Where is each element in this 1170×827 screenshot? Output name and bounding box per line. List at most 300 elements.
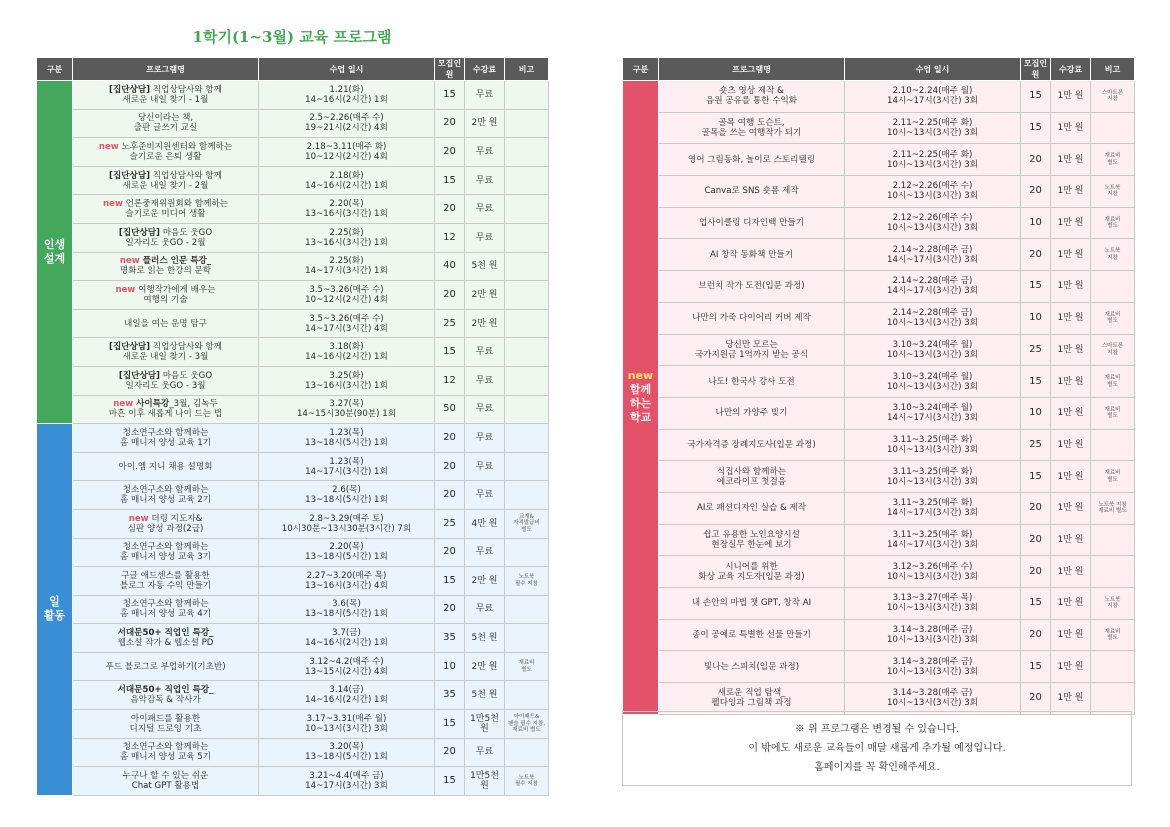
fee-text: 무료 bbox=[475, 404, 494, 415]
capacity-cell: 15 bbox=[435, 710, 465, 739]
fee-cell bbox=[1051, 651, 1091, 683]
capacity-cell: 20 bbox=[435, 281, 465, 310]
schedule-cell bbox=[259, 624, 435, 653]
table-row bbox=[37, 138, 549, 167]
note-cell bbox=[1091, 556, 1135, 588]
note-cell bbox=[1091, 334, 1135, 366]
schedule-text: 3.14(금) 14~16시(2시간) 1회 bbox=[305, 685, 388, 706]
program-name-cell bbox=[659, 176, 845, 208]
note-cell bbox=[1091, 302, 1135, 334]
note-cell bbox=[1091, 239, 1135, 271]
capacity-cell: 20 bbox=[1021, 556, 1051, 588]
capacity-cell: 40 bbox=[435, 252, 465, 281]
program-name: 업사이클링 디자인백 만들기 bbox=[698, 218, 805, 229]
fee-cell bbox=[1051, 588, 1091, 620]
note-cell bbox=[1091, 176, 1135, 208]
program-name: 언론중재위원회와 함께하는 슬기로운 미디어 생활 bbox=[122, 199, 228, 220]
fee-cell bbox=[1051, 271, 1091, 303]
note-text: 스마트폰 지참 bbox=[1101, 89, 1124, 103]
note-cell bbox=[1091, 397, 1135, 429]
program-name: 청소연구소와 함께하는 홈 매니저 양성 교육 2기 bbox=[119, 485, 212, 506]
fee-text: 2만 원 bbox=[471, 575, 498, 586]
fee-text: 1만 원 bbox=[1057, 154, 1084, 165]
note-text: 교재& 자격발급비 별도 bbox=[513, 513, 540, 533]
program-name-cell bbox=[73, 481, 259, 510]
program-name-cell bbox=[659, 429, 845, 461]
program-name-cell bbox=[659, 397, 845, 429]
note-text: 노트북 필수 지참 bbox=[514, 774, 538, 788]
capacity-cell: 15 bbox=[435, 567, 465, 596]
program-prefix: 사이특강 bbox=[133, 399, 170, 410]
table-row bbox=[37, 452, 549, 481]
schedule-text: 3.11~3.25(매주 화) 10시~13시(3시간) 3회 bbox=[887, 466, 978, 487]
schedule-cell bbox=[259, 452, 435, 481]
capacity-cell: 20 bbox=[1021, 683, 1051, 715]
capacity-cell: 12 bbox=[435, 366, 465, 395]
table-row bbox=[623, 239, 1135, 271]
category-label: 함께 하는 학교 bbox=[629, 383, 652, 425]
notice-line: 이 밖에도 새로운 교육들이 매달 새롭게 추가될 예정입니다. bbox=[748, 743, 1006, 754]
program-name: 청소연구소와 함께하는 홈 매니저 양성 교육 3기 bbox=[119, 542, 212, 563]
fee-text: 1만5천 원 bbox=[470, 771, 499, 792]
note-cell bbox=[505, 509, 549, 538]
note-cell bbox=[1091, 366, 1135, 398]
fee-cell bbox=[1051, 524, 1091, 556]
schedule-text: 3.14~3.28(매주 금) 10시~13시(3시간) 3회 bbox=[887, 688, 978, 709]
header-note: 비고 bbox=[1091, 58, 1135, 81]
new-badge: new bbox=[627, 369, 654, 383]
schedule-cell bbox=[259, 767, 435, 796]
schedule-cell bbox=[259, 338, 435, 367]
note-cell bbox=[1091, 461, 1135, 493]
table-row bbox=[623, 176, 1135, 208]
schedule-cell bbox=[845, 366, 1021, 398]
capacity-cell: 10 bbox=[435, 652, 465, 681]
schedule-cell bbox=[845, 207, 1021, 239]
program-name: 푸드 블로그로 부업하기(기초반) bbox=[105, 661, 226, 672]
schedule-text: 3.7(금) 14~16시(2시간) 1회 bbox=[305, 628, 388, 649]
schedule-cell bbox=[259, 681, 435, 710]
program-name: 국가자격증 장례지도사(입문 과정) bbox=[687, 439, 816, 450]
header-fee: 수강료 bbox=[465, 58, 505, 81]
table-row bbox=[623, 81, 1135, 113]
fee-text: 1만 원 bbox=[1057, 661, 1084, 672]
schedule-cell bbox=[259, 366, 435, 395]
fee-text: 2만 원 bbox=[471, 661, 498, 672]
table-row bbox=[37, 109, 549, 138]
note-cell bbox=[505, 338, 549, 367]
header-fee: 수강료 bbox=[1051, 58, 1091, 81]
schedule-text: 2.25(화) 14~17시(3시간) 1회 bbox=[305, 256, 388, 277]
program-name-cell bbox=[659, 207, 845, 239]
table-row bbox=[37, 395, 549, 424]
note-text: 재료비 별도 bbox=[1104, 628, 1121, 642]
note-text: 노트북 지참 bbox=[1104, 184, 1121, 198]
category-cell bbox=[37, 424, 73, 796]
category-label: 인생 설계 bbox=[43, 238, 66, 266]
header-category: 구분 bbox=[623, 58, 659, 81]
table-row bbox=[37, 424, 549, 453]
schedule-cell bbox=[845, 588, 1021, 620]
header-capacity: 모집인원 bbox=[435, 58, 465, 81]
note-cell bbox=[1091, 619, 1135, 651]
schedule-cell bbox=[845, 556, 1021, 588]
program-name: 청소연구소와 함께하는 홈 매니저 양성 교육 4기 bbox=[119, 599, 212, 620]
fee-cell bbox=[465, 395, 505, 424]
capacity-cell: 20 bbox=[1021, 524, 1051, 556]
program-name-cell bbox=[73, 509, 259, 538]
fee-cell bbox=[1051, 239, 1091, 271]
capacity-cell: 20 bbox=[1021, 144, 1051, 176]
schedule-cell bbox=[259, 481, 435, 510]
category-label: 일 활동 bbox=[43, 595, 66, 623]
program-name: 직업상담사와 함께 새로운 내일 찾기 - 3월 bbox=[122, 342, 222, 363]
note-text: 재료비 별도 bbox=[1104, 470, 1121, 483]
program-name: 당신만 모르는 국가지원금 1억까지 받는 공식 bbox=[694, 339, 809, 360]
schedule-text: 3.5~3.26(매주 수) 10~12시(2시간) 4회 bbox=[305, 284, 388, 305]
program-name: 음악감독 & 작사가 bbox=[130, 695, 201, 706]
fee-text: 1만5천 원 bbox=[470, 713, 499, 734]
program-name-cell bbox=[659, 302, 845, 334]
table-row bbox=[623, 429, 1135, 461]
program-name: 직업상담사와 함께 새로운 내일 찾기 - 2월 bbox=[122, 170, 222, 191]
fee-cell bbox=[1051, 683, 1091, 715]
program-name: 웹소설 작가 & 웹소설 PD bbox=[117, 638, 214, 649]
fee-text: 무료 bbox=[475, 604, 494, 615]
fee-text: 1만 원 bbox=[1057, 534, 1084, 545]
note-text: 노트북 필수 지참 bbox=[514, 574, 538, 587]
program-name: 누구나 할 수 있는 쉬운 Chat GPT 활용법 bbox=[122, 771, 209, 792]
schedule-cell bbox=[845, 176, 1021, 208]
header-capacity: 모집인원 bbox=[1021, 58, 1051, 81]
capacity-cell: 15 bbox=[435, 81, 465, 110]
table-row bbox=[623, 556, 1135, 588]
fee-cell bbox=[465, 509, 505, 538]
capacity-cell: 50 bbox=[435, 395, 465, 424]
program-name: 나도! 한국사 강사 도전 bbox=[708, 376, 795, 387]
table-row bbox=[37, 681, 549, 710]
schedule-text: 3.14~3.28(매주 금) 10시~13시(3시간) 3회 bbox=[887, 656, 978, 677]
fee-text: 1만 원 bbox=[1057, 566, 1084, 577]
table-row bbox=[623, 588, 1135, 620]
new-badge: new bbox=[103, 199, 123, 210]
program-name-cell bbox=[73, 652, 259, 681]
schedule-text: 3.17~3.31(매주 월) 10~13시(3시간) 3회 bbox=[305, 713, 388, 734]
fee-text: 무료 bbox=[475, 232, 494, 243]
table-row bbox=[623, 366, 1135, 398]
schedule-cell bbox=[259, 252, 435, 281]
capacity-cell: 20 bbox=[1021, 176, 1051, 208]
program-name: 청소연구소와 함께하는 홈 매니저 양성 교육 1기 bbox=[119, 427, 212, 448]
schedule-text: 2.6(목) 13~18시(5시간) 1회 bbox=[305, 485, 388, 506]
program-name-cell bbox=[659, 556, 845, 588]
fee-cell bbox=[465, 138, 505, 167]
fee-text: 1만 원 bbox=[1057, 408, 1084, 419]
fee-text: 무료 bbox=[475, 461, 494, 472]
program-name-cell bbox=[73, 538, 259, 567]
capacity-cell: 20 bbox=[1021, 619, 1051, 651]
schedule-text: 2.18(화) 14~16시(2시간) 1회 bbox=[305, 170, 388, 191]
schedule-text: 2.10~2.24(매주 월) 14시~17시(3시간) 3회 bbox=[887, 86, 978, 107]
program-name-cell bbox=[659, 239, 845, 271]
fee-text: 2만 원 bbox=[471, 118, 498, 129]
table-row bbox=[623, 334, 1135, 366]
program-name: 아이.엠 지니 채용 설명회 bbox=[118, 461, 213, 472]
note-cell bbox=[505, 252, 549, 281]
table-row bbox=[623, 619, 1135, 651]
fee-text: 1만 원 bbox=[1057, 313, 1084, 324]
note-cell bbox=[505, 424, 549, 453]
capacity-cell: 20 bbox=[1021, 239, 1051, 271]
table-row bbox=[37, 567, 549, 596]
program-name: 직업상담사와 함께 새로운 내일 찾기 - 1월 bbox=[122, 84, 222, 105]
note-text: 노트북 지참 bbox=[1104, 248, 1121, 261]
schedule-text: 1.23(목) 14~17시(3시간) 1회 bbox=[305, 456, 388, 477]
capacity-cell: 15 bbox=[435, 338, 465, 367]
note-cell bbox=[505, 281, 549, 310]
new-badge: new bbox=[115, 284, 136, 295]
schedule-text: 1.23(목) 13~18시(5시간) 1회 bbox=[305, 427, 388, 448]
fee-text: 2만 원 bbox=[471, 289, 498, 300]
capacity-cell: 20 bbox=[1021, 492, 1051, 524]
note-cell bbox=[505, 366, 549, 395]
capacity-cell: 20 bbox=[435, 424, 465, 453]
notice-box bbox=[622, 711, 1132, 786]
fee-cell bbox=[465, 624, 505, 653]
fee-cell bbox=[465, 652, 505, 681]
schedule-text: 3.12~4.2(매주 수) 13~15시(2시간) 4회 bbox=[305, 656, 388, 677]
schedule-cell bbox=[259, 138, 435, 167]
program-name-cell bbox=[659, 651, 845, 683]
program-name: 골목 여행 도슨트, 골목을 쓰는 여행작가 되기 bbox=[701, 118, 802, 139]
note-text: 재료비 별도 bbox=[1104, 216, 1121, 230]
table-row bbox=[37, 481, 549, 510]
fee-text: 1만 원 bbox=[1057, 598, 1084, 609]
schedule-text: 2.8~3.29(매주 토) 10시30분~13시30분(3시간) 7회 bbox=[281, 513, 412, 534]
table-header-row bbox=[37, 58, 549, 81]
new-badge: new bbox=[113, 399, 134, 410]
table-row bbox=[37, 767, 549, 796]
schedule-cell bbox=[845, 271, 1021, 303]
schedule-text: 3.11~3.25(매주 화) 10시~13시(3시간) 3회 bbox=[887, 434, 978, 455]
note-cell bbox=[505, 710, 549, 739]
schedule-text: 2.18~3.11(매주 화) 10~12시(2시간) 4회 bbox=[305, 141, 388, 162]
capacity-cell: 20 bbox=[435, 452, 465, 481]
program-prefix: 서대문50+ 직업인 특강_ bbox=[117, 685, 214, 696]
capacity-cell: 10 bbox=[1021, 207, 1051, 239]
header-schedule: 수업 일시 bbox=[845, 58, 1021, 81]
fee-cell bbox=[465, 481, 505, 510]
program-name-cell bbox=[73, 252, 259, 281]
schedule-text: 2.5~2.26(매주 수) 19~21시(2시간) 4회 bbox=[305, 113, 388, 134]
header-program: 프로그램명 bbox=[659, 58, 845, 81]
fee-text: 5천 원 bbox=[471, 690, 498, 701]
schedule-text: 3.18(화) 14~16시(2시간) 1회 bbox=[305, 342, 388, 363]
schedule-text: 2.20(목) 13~18시(5시간) 1회 bbox=[305, 542, 388, 563]
capacity-cell: 35 bbox=[435, 624, 465, 653]
fee-cell bbox=[1051, 429, 1091, 461]
schedule-cell bbox=[845, 81, 1021, 113]
schedule-text: 2.14~2.28(매주 금) 14시~17시(3시간) 3회 bbox=[887, 276, 978, 297]
note-text: 아이패드& 펜슬 필수 지참, 재료비 별도 bbox=[507, 714, 546, 734]
program-prefix: 플러스 인문 특강_ bbox=[139, 256, 212, 267]
table-row bbox=[37, 223, 549, 252]
program-name: _3월, 김녹두 마흔 이후 새롭게 나이 드는 법 bbox=[108, 399, 223, 420]
fee-text: 1만 원 bbox=[1057, 376, 1084, 387]
program-name-cell bbox=[659, 461, 845, 493]
note-cell bbox=[505, 81, 549, 110]
note-text: 재료비 별도 bbox=[1104, 375, 1121, 388]
category-cell bbox=[37, 81, 73, 424]
note-cell bbox=[505, 309, 549, 338]
header-category: 구분 bbox=[37, 58, 73, 81]
note-cell bbox=[505, 567, 549, 596]
capacity-cell: 20 bbox=[435, 195, 465, 224]
new-badge: new bbox=[128, 513, 149, 524]
note-cell bbox=[1091, 492, 1135, 524]
program-name: 새로운 직업 탐색_ 펠다잉과 그림책 과정 bbox=[711, 688, 792, 709]
note-cell bbox=[1091, 524, 1135, 556]
table-row bbox=[623, 144, 1135, 176]
capacity-cell: 20 bbox=[435, 738, 465, 767]
program-name: 내 손안의 마법 챗 GPT, 창작 AI bbox=[691, 598, 812, 609]
fee-cell bbox=[465, 166, 505, 195]
program-name: 나만의 가죽 다이어리 커버 제작 bbox=[692, 313, 811, 324]
fee-text: 1만 원 bbox=[1057, 439, 1084, 450]
capacity-cell: 15 bbox=[435, 166, 465, 195]
note-text: 재료비 별도 bbox=[1104, 153, 1121, 166]
program-name: 더링 지도자& 심판 양성 과정(2급) bbox=[127, 513, 204, 534]
program-name-cell bbox=[73, 338, 259, 367]
fee-cell bbox=[465, 424, 505, 453]
program-name-cell bbox=[73, 223, 259, 252]
schedule-cell bbox=[259, 595, 435, 624]
program-name: 빛나는 스피치(입문 과정) bbox=[703, 661, 800, 672]
schedule-cell bbox=[259, 109, 435, 138]
fee-text: 무료 bbox=[475, 347, 494, 358]
note-cell bbox=[505, 681, 549, 710]
capacity-cell: 15 bbox=[1021, 461, 1051, 493]
note-cell bbox=[505, 109, 549, 138]
program-name-cell bbox=[659, 81, 845, 113]
table-row bbox=[623, 492, 1135, 524]
capacity-cell: 20 bbox=[435, 109, 465, 138]
fee-cell bbox=[1051, 112, 1091, 144]
schedule-cell bbox=[845, 302, 1021, 334]
note-cell bbox=[505, 481, 549, 510]
fee-text: 1만 원 bbox=[1057, 249, 1084, 260]
schedule-text: 1.21(화) 14~16시(2시간) 1회 bbox=[305, 84, 388, 105]
note-cell bbox=[1091, 683, 1135, 715]
fee-cell bbox=[465, 366, 505, 395]
capacity-cell: 25 bbox=[1021, 334, 1051, 366]
program-name-cell bbox=[73, 109, 259, 138]
program-name-cell bbox=[659, 366, 845, 398]
program-name-cell bbox=[73, 81, 259, 110]
notice-line: 홈페이지를 꼭 확인해주세요. bbox=[814, 762, 940, 773]
program-name: 청소연구소와 함께하는 홈 매니저 양성 교육 5기 bbox=[119, 742, 212, 763]
capacity-cell: 15 bbox=[1021, 112, 1051, 144]
program-prefix: [집단상담] bbox=[118, 227, 160, 238]
schedule-text: 3.11~3.25(매주 화) 14시~17시(3시간) 3회 bbox=[887, 529, 978, 550]
table-header-row bbox=[623, 58, 1135, 81]
fee-cell bbox=[1051, 556, 1091, 588]
table-row bbox=[37, 81, 549, 110]
capacity-cell: 15 bbox=[435, 767, 465, 796]
schedule-cell bbox=[259, 223, 435, 252]
table-row bbox=[623, 302, 1135, 334]
fee-text: 1만 원 bbox=[1057, 471, 1084, 482]
program-name-cell bbox=[73, 452, 259, 481]
note-cell bbox=[505, 595, 549, 624]
fee-text: 무료 bbox=[475, 490, 494, 501]
schedule-cell bbox=[845, 461, 1021, 493]
fee-cell bbox=[1051, 366, 1091, 398]
fee-cell bbox=[465, 738, 505, 767]
program-name-cell bbox=[73, 767, 259, 796]
program-name-cell bbox=[73, 681, 259, 710]
fee-text: 무료 bbox=[475, 204, 494, 215]
table-row bbox=[623, 461, 1135, 493]
capacity-cell: 20 bbox=[435, 538, 465, 567]
note-text: 재료비 별도 bbox=[518, 660, 535, 673]
program-name: Canva로 SNS 숏폼 제작 bbox=[704, 186, 799, 197]
program-name-cell bbox=[73, 395, 259, 424]
table-row bbox=[623, 524, 1135, 556]
schedule-cell bbox=[845, 619, 1021, 651]
schedule-text: 2.12~2.26(매주 수) 10시~13시(3시간) 3회 bbox=[887, 213, 978, 234]
schedule-text: 2.11~2.25(매주 화) 10시~13시(3시간) 3회 bbox=[887, 118, 978, 139]
fee-text: 1만 원 bbox=[1057, 186, 1084, 197]
program-prefix: 서대문50+ 직업인 특강_ bbox=[117, 628, 214, 639]
schedule-cell bbox=[845, 492, 1021, 524]
fee-cell bbox=[465, 252, 505, 281]
fee-text: 무료 bbox=[475, 747, 494, 758]
fee-text: 1만 원 bbox=[1057, 123, 1084, 134]
schedule-text: 2.20(목) 13~16시(3시간) 1회 bbox=[305, 199, 388, 220]
fee-cell bbox=[1051, 619, 1091, 651]
capacity-cell: 10 bbox=[1021, 302, 1051, 334]
note-cell bbox=[505, 223, 549, 252]
program-name-cell bbox=[73, 166, 259, 195]
schedule-cell bbox=[259, 81, 435, 110]
program-name-cell bbox=[659, 524, 845, 556]
fee-cell bbox=[465, 710, 505, 739]
table-row bbox=[623, 651, 1135, 683]
program-name: 구글 애드센스를 활용한 블로그 자동 수익 만들기 bbox=[119, 570, 212, 591]
capacity-cell: 25 bbox=[435, 509, 465, 538]
capacity-cell: 20 bbox=[435, 595, 465, 624]
schedule-cell bbox=[845, 334, 1021, 366]
program-name: 종이 공예로 특별한 선물 만들기 bbox=[692, 630, 811, 641]
note-cell bbox=[1091, 271, 1135, 303]
note-text: 재료비 별도 bbox=[1104, 406, 1121, 420]
fee-text: 5천 원 bbox=[471, 633, 498, 644]
capacity-cell: 15 bbox=[1021, 651, 1051, 683]
table-row bbox=[37, 710, 549, 739]
program-name-cell bbox=[659, 588, 845, 620]
schedule-text: 3.5~3.26(매주 수) 14~17시(3시간) 4회 bbox=[305, 313, 388, 334]
table-row bbox=[37, 738, 549, 767]
fee-text: 1만 원 bbox=[1057, 693, 1084, 704]
schedule-cell bbox=[845, 651, 1021, 683]
note-text: 재료비 별도 bbox=[1104, 311, 1121, 325]
program-name: 아이패드를 활용한 디지털 드로잉 기초 bbox=[129, 713, 202, 734]
table-row bbox=[37, 652, 549, 681]
capacity-cell: 12 bbox=[435, 223, 465, 252]
fee-cell bbox=[465, 767, 505, 796]
schedule-text: 2.25(화) 13~16시(3시간) 1회 bbox=[305, 227, 388, 248]
